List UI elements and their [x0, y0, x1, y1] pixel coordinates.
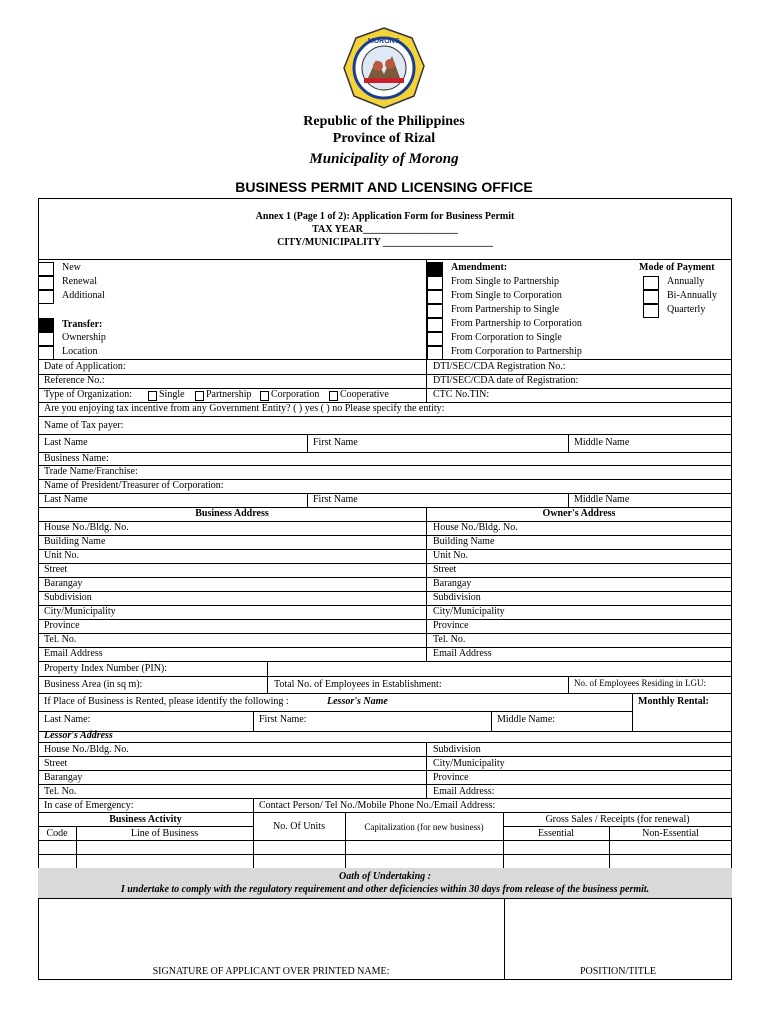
- checkbox-annually[interactable]: [643, 276, 659, 290]
- property-index-number[interactable]: Property Index Number (PIN):: [44, 663, 168, 674]
- business-area[interactable]: Business Area (in sq m):: [44, 679, 143, 690]
- label-annually: Annually: [667, 276, 705, 287]
- header-republic: Republic of the Philippines: [303, 114, 465, 129]
- monthly-rental[interactable]: Monthly Rental:: [638, 696, 709, 707]
- dti-registration-no[interactable]: DTI/SEC/CDA Registration No.:: [433, 361, 566, 372]
- amendment-option: From Single to Partnership: [451, 276, 560, 287]
- office-title: BUSINESS PERMIT AND LICENSING OFFICE: [235, 179, 533, 195]
- activity-row[interactable]: [38, 854, 732, 855]
- amendment-option: From Partnership to Corporation: [451, 318, 582, 329]
- date-of-application[interactable]: Date of Application:: [44, 361, 126, 372]
- tax-year-field[interactable]: TAX YEAR___________________: [312, 224, 458, 235]
- business-address-field[interactable]: Unit No.: [44, 550, 79, 561]
- header-province: Province of Rizal: [332, 131, 436, 146]
- form-frame: [38, 198, 732, 980]
- amendment-option: From Single to Corporation: [451, 290, 562, 301]
- annex-title: Annex 1 (Page 1 of 2): Application Form for Business Permit: [255, 211, 515, 222]
- business-name[interactable]: Business Name:: [44, 453, 109, 464]
- lessor-address-field[interactable]: House No./Bldg. No.: [44, 744, 129, 755]
- label-new: New: [62, 262, 81, 273]
- checkbox-bi-annually[interactable]: [643, 290, 659, 304]
- president-name-label: Name of President/Treasurer of Corporation:: [44, 480, 224, 491]
- checkbox-additional[interactable]: [38, 290, 54, 304]
- lessor-address-field[interactable]: Subdivision: [433, 744, 481, 755]
- checkbox-renewal[interactable]: [38, 276, 54, 290]
- amendment-title: Amendment:: [451, 262, 508, 273]
- org-cooperative-checkbox[interactable]: [329, 391, 338, 401]
- amendment-option: From Corporation to Partnership: [451, 346, 582, 357]
- column-gross-sales: Gross Sales / Receipts (for renewal): [545, 814, 690, 825]
- business-address-field[interactable]: Barangay: [44, 578, 83, 589]
- total-employees[interactable]: Total No. of Employees in Establishment:: [274, 679, 442, 690]
- header-municipality: Municipality of Morong: [309, 151, 459, 167]
- owner-address-field[interactable]: Street: [433, 564, 457, 575]
- applicant-signature-area[interactable]: [40, 901, 502, 963]
- checkbox-corporation-partnership[interactable]: [427, 346, 443, 360]
- ctc-tin[interactable]: CTC No.TIN:: [433, 389, 490, 400]
- column-capitalization: Capitalization (for new business): [364, 822, 484, 832]
- label-quarterly: Quarterly: [667, 304, 706, 315]
- oath-text: I undertake to comply with the regulatory requirement and other deficiencies within 30 days from release of the business permit.: [120, 884, 650, 895]
- checkbox-partnership-corporation[interactable]: [427, 318, 443, 332]
- dti-registration-date[interactable]: DTI/SEC/CDA date of Registration:: [433, 375, 579, 386]
- checkbox-partnership-single[interactable]: [427, 304, 443, 318]
- checkbox-single-corporation[interactable]: [427, 290, 443, 304]
- owner-address-field[interactable]: Subdivision: [433, 592, 481, 603]
- org-cooperative-label: Cooperative: [340, 389, 389, 400]
- rented-question: If Place of Business is Rented, please identify the following :: [44, 696, 289, 707]
- owner-address-field[interactable]: House No./Bldg. No.: [433, 522, 518, 533]
- business-address-field[interactable]: Building Name: [44, 536, 106, 547]
- checkbox-new[interactable]: [38, 262, 54, 276]
- org-single-checkbox[interactable]: [148, 391, 157, 401]
- employees-residing-lgu[interactable]: No. of Employees Residing in LGU:: [574, 678, 706, 688]
- president-last-name[interactable]: Last Name: [44, 494, 88, 505]
- label-ownership: Ownership: [62, 332, 106, 343]
- owner-address-field[interactable]: Building Name: [433, 536, 495, 547]
- amendment-option: From Partnership to Single: [451, 304, 560, 315]
- checkbox-corporation-single[interactable]: [427, 332, 443, 346]
- owner-address-title: Owner's Address: [542, 508, 616, 519]
- label-location: Location: [62, 346, 98, 357]
- owner-address-field[interactable]: City/Municipality: [433, 606, 505, 617]
- applicant-signature-label: SIGNATURE OF APPLICANT OVER PRINTED NAME:: [152, 966, 390, 977]
- position-area[interactable]: [506, 901, 730, 963]
- business-address-field[interactable]: House No./Bldg. No.: [44, 522, 129, 533]
- lessor-first-name[interactable]: First Name:: [259, 714, 307, 725]
- business-address-field[interactable]: Subdivision: [44, 592, 92, 603]
- column-line-of-business: Line of Business: [130, 828, 199, 839]
- column-no-of-units: No. Of Units: [273, 821, 325, 832]
- org-single-label: Single: [159, 389, 185, 400]
- reference-no[interactable]: Reference No.:: [44, 375, 105, 386]
- column-essential: Essential: [537, 828, 575, 839]
- business-address-field[interactable]: Tel. No.: [44, 634, 77, 645]
- taxpayer-first-name[interactable]: First Name: [313, 437, 358, 448]
- owner-address-field[interactable]: Barangay: [433, 578, 472, 589]
- business-address-field[interactable]: Street: [44, 564, 68, 575]
- org-corporation-checkbox[interactable]: [260, 391, 269, 401]
- taxpayer-middle-name[interactable]: Middle Name: [574, 437, 630, 448]
- lessor-address-field[interactable]: City/Municipality: [433, 758, 505, 769]
- business-address-field[interactable]: Email Address: [44, 648, 103, 659]
- seal-text: MORONG: [367, 38, 401, 45]
- column-code: Code: [46, 828, 68, 839]
- position-title-label: POSITION/TITLE: [579, 966, 657, 977]
- lessor-address-field[interactable]: Province: [433, 772, 469, 783]
- lessor-name-title: Lessor's Name: [327, 696, 388, 707]
- business-address-field[interactable]: Province: [44, 620, 80, 631]
- org-partnership-label: Partnership: [206, 389, 252, 400]
- taxpayer-title: Name of Tax payer:: [44, 420, 124, 431]
- city-field[interactable]: CITY/MUNICIPALITY ______________________: [277, 237, 493, 248]
- organization-label: Type of Organization:: [44, 389, 132, 400]
- label-bi-annually: Bi-Annually: [667, 290, 717, 301]
- transfer-marker: [38, 318, 54, 332]
- checkbox-quarterly[interactable]: [643, 304, 659, 318]
- payment-title: Mode of Payment: [639, 262, 715, 273]
- checkbox-single-partnership[interactable]: [427, 276, 443, 290]
- owner-address-field[interactable]: Email Address: [433, 648, 492, 659]
- amendment-marker: [427, 262, 443, 276]
- lessor-address-field[interactable]: Tel. No.: [44, 786, 77, 797]
- owner-address-field[interactable]: Unit No.: [433, 550, 468, 561]
- lessor-address-field[interactable]: Barangay: [44, 772, 83, 783]
- president-middle-name[interactable]: Middle Name: [574, 494, 630, 505]
- emergency-contact[interactable]: Contact Person/ Tel No./Mobile Phone No./Email Address:: [259, 800, 496, 811]
- business-address-field[interactable]: City/Municipality: [44, 606, 116, 617]
- business-address-title: Business Address: [195, 508, 269, 519]
- column-non-essential: Non-Essential: [642, 828, 699, 839]
- tax-incentive-question[interactable]: Are you enjoying tax incentive from any Government Entity? ( ) yes ( ) no Please specify the entity:: [44, 403, 445, 414]
- lessor-address-field[interactable]: Email Address:: [433, 786, 495, 797]
- emergency-label: In case of Emergency:: [44, 800, 134, 811]
- president-first-name[interactable]: First Name: [313, 494, 358, 505]
- lessor-middle-name[interactable]: Middle Name:: [497, 714, 556, 725]
- municipal-seal: [342, 26, 426, 110]
- label-renewal: Renewal: [62, 276, 97, 287]
- trade-name[interactable]: Trade Name/Franchise:: [44, 466, 138, 477]
- lessor-address-title: Lessor's Address: [44, 730, 113, 741]
- owner-address-field[interactable]: Province: [433, 620, 469, 631]
- owner-address-field[interactable]: Tel. No.: [433, 634, 466, 645]
- taxpayer-last-name[interactable]: Last Name: [44, 437, 88, 448]
- lessor-last-name[interactable]: Last Name:: [44, 714, 91, 725]
- checkbox-ownership[interactable]: [38, 332, 54, 346]
- label-additional: Additional: [62, 290, 105, 301]
- transfer-title: Transfer:: [62, 319, 103, 330]
- org-corporation-label: Corporation: [271, 389, 320, 400]
- checkbox-location[interactable]: [38, 346, 54, 360]
- lessor-address-field[interactable]: Street: [44, 758, 68, 769]
- oath-title: Oath of Undertaking :: [339, 871, 431, 882]
- amendment-option: From Corporation to Single: [451, 332, 562, 343]
- org-partnership-checkbox[interactable]: [195, 391, 204, 401]
- business-activity-title: Business Activity: [109, 814, 182, 825]
